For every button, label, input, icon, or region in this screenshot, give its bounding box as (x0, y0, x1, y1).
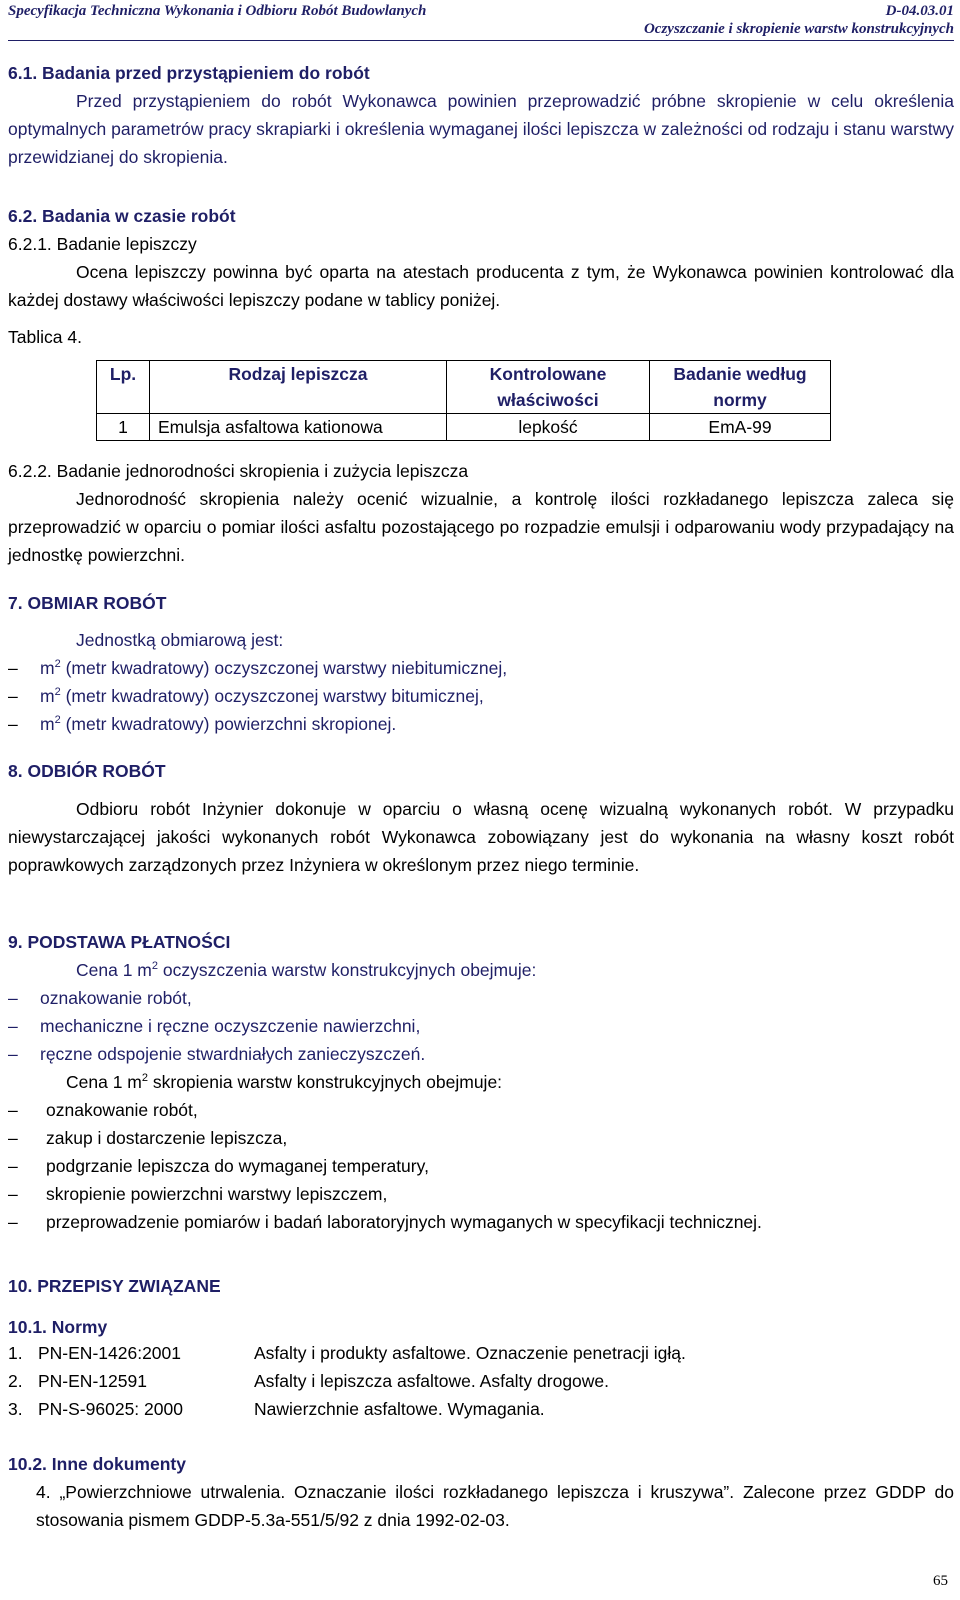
list-item: – podgrzanie lepiszcza do wymaganej temperatury, (8, 1156, 429, 1176)
list-item: – skropienie powierzchni warstwy lepiszczem, (8, 1184, 388, 1204)
norms-list (8, 1339, 954, 1423)
list-item: – $m^2$ (metr kwadratowy) oczyszczonej warstwy bitumicznej, (8, 686, 484, 706)
section-7-heading: 7. OBMIAR ROBÓT (8, 593, 167, 613)
table-cell-norm: EmA-99 (650, 414, 831, 441)
list-item: 1. PN-EN-1426:2001 Asfalty i produkty asfaltowe. Oznaczenie penetracji igłą. (8, 1343, 686, 1363)
section-9-list-1 (8, 984, 954, 1068)
list-item: – $m^2$ (metr kwadratowy) powierzchni skropionej. (8, 714, 397, 734)
list-item: 3. PN-S-96025: 2000 Nawierzchnie asfaltowe. Wymagania. (8, 1399, 545, 1419)
section-9-heading: 9. PODSTAWA PŁATNOŚCI (8, 932, 231, 952)
section-6-2-1-text: Ocena lepiszczy powinna być oparta na atestach producenta z tym, że Wykonawca powinien kontrolować dla każdej dostawy właściwości lepiszczy podane w tablicy poniżej. (8, 262, 954, 310)
list-item: – oznakowanie robót, (8, 988, 192, 1008)
list-item: – zakup i dostarczenie lepiszcza, (8, 1128, 288, 1148)
list-item: 2. PN-EN-12591 Asfalty i lepiszcza asfaltowe. Asfalty drogowe. (8, 1371, 610, 1391)
section-6-2-1-heading: 6.2.1. Badanie lepiszczy (8, 234, 197, 254)
section-6-1-heading: 6.1. Badania przed przystąpieniem do robót (8, 63, 370, 83)
table-cell-type: Emulsja asfaltowa kationowa (150, 414, 447, 441)
section-10-1-heading: 10.1. Normy (8, 1317, 108, 1337)
section-9-intro-1: Cena 1 $m^2$ oczyszczenia warstw konstrukcyjnych obejmuje: (76, 960, 537, 980)
section-7-list (8, 654, 954, 738)
section-6-2-heading: 6.2. Badania w czasie robót (8, 206, 236, 226)
section-6-1-text: Przed przystąpieniem do robót Wykonawca powinien przeprowadzić próbne skropienie w celu określenia optymalnych parametrów pracy skrapiarki i określenia wymaganej ilości lepiszcza w zależności od rodzaju i stanu warstwy przewidzianej do skropienia. (8, 91, 954, 167)
header-subtitle: Oczyszczanie i skropienie warstw konstrukcyjnych (643, 21, 954, 37)
section-8-text: Odbioru robót Inżynier dokonuje w oparciu o własną ocenę wizualną wykonanych robót. W przypadku niewystarczającej jakości wykonanych robót Wykonawca zobowiązany jest do wykonania na własny koszt robót poprawkowych zarządzonych przez Inżyniera w określonym przez niego terminie. (8, 799, 954, 875)
table-header-properties: Kontrolowane właściwości (447, 361, 650, 414)
table-4 (96, 360, 831, 441)
page-number: 65 (933, 1573, 948, 1589)
section-9-intro-2: Cena 1 $m^2$ skropienia warstw konstrukcyjnych obejmuje: (66, 1072, 503, 1092)
table-cell-lp: 1 (97, 414, 150, 441)
table-header-lp: Lp. (97, 361, 150, 414)
table-cell-property: lepkość (447, 414, 650, 441)
section-6-2-2-heading: 6.2.2. Badanie jednorodności skropienia i zużycia lepiszcza (8, 461, 469, 481)
list-item: – $m^2$ (metr kwadratowy) oczyszczonej warstwy niebitumicznej, (8, 658, 508, 678)
list-item: – oznakowanie robót, (8, 1100, 198, 1120)
section-10-2-heading: 10.2. Inne dokumenty (8, 1454, 186, 1474)
list-item: – ręczne odspojenie stwardniałych zanieczyszczeń. (8, 1044, 426, 1064)
table-header-type: Rodzaj lepiszcza (150, 361, 447, 414)
list-item: – mechaniczne i ręczne oczyszczenie nawierzchni, (8, 1016, 421, 1036)
table-header-norm: Badanie według normy (650, 361, 831, 414)
table-caption: Tablica 4. (8, 327, 82, 347)
header-code: D-04.03.01 (885, 3, 954, 19)
header-rule (8, 40, 954, 41)
section-10-heading: 10. PRZEPISY ZWIĄZANE (8, 1276, 221, 1296)
table-header-row (97, 361, 831, 414)
header-title: Specyfikacja Techniczna Wykonania i Odbioru Robót Budowlanych (8, 3, 427, 19)
section-6-2-2-text: Jednorodność skropienia należy ocenić wizualnie, a kontrolę ilości rozkładanego lepiszcza zaleca się przeprowadzić w oparciu o pomiar ilości asfaltu pozostającego po rozpadzie emulsji i odparowaniu wody przypadający na jednostkę powierzchni. (8, 489, 954, 565)
other-document: 4. „Powierzchniowe utrwalenia. Oznaczanie ilości rozkładanego lepiszcza i kruszywa”. Zalecone przez GDDP do stosowania pismem GDDP-5.3a-551/5/92 z dnia 1992-02-03. (36, 1482, 954, 1530)
section-7-intro: Jednostką obmiarową jest: (76, 630, 284, 650)
section-8-heading: 8. ODBIÓR ROBÓT (8, 761, 166, 781)
section-9-list-2 (8, 1096, 954, 1236)
table-row (97, 414, 831, 441)
list-item: – przeprowadzenie pomiarów i badań laboratoryjnych wymaganych w specyfikacji technicznej. (8, 1212, 762, 1232)
